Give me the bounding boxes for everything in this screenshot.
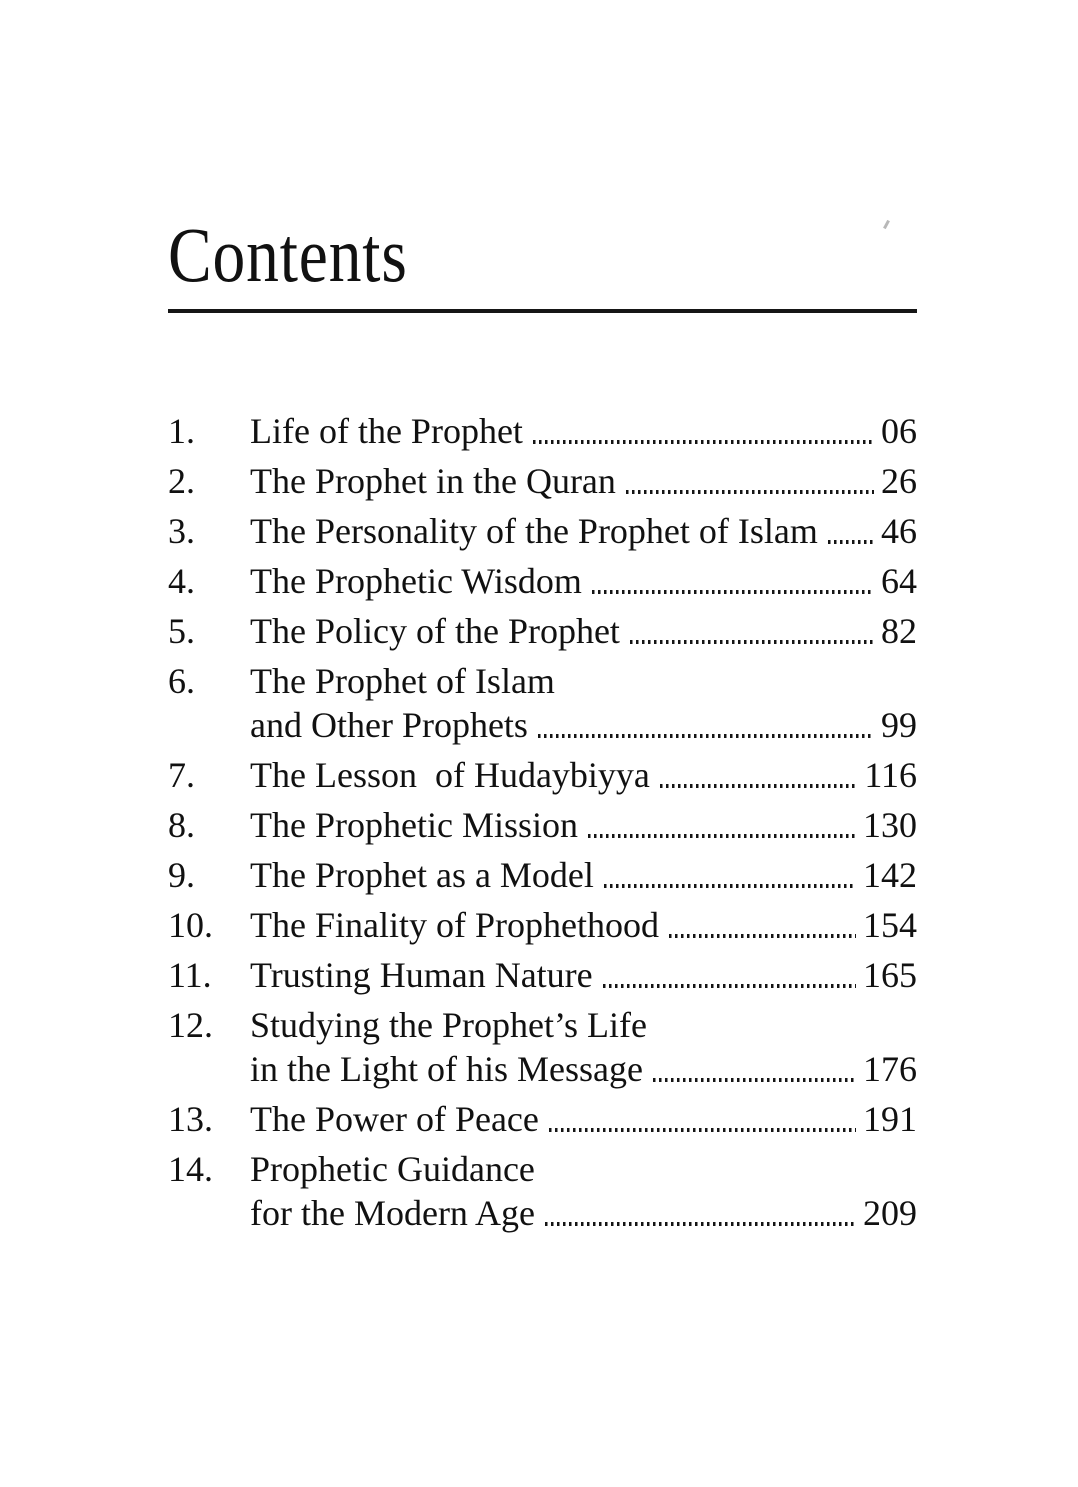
toc-entry-line: and Other Prophets <box>250 705 528 745</box>
toc-entry-lastline <box>250 703 917 747</box>
dot-leader <box>653 1078 856 1082</box>
dot-leader <box>549 1128 856 1132</box>
toc-entry-page: 82 <box>881 611 917 651</box>
toc-entry-number: 7. <box>168 755 195 795</box>
toc-entry-lastline <box>250 1047 917 1091</box>
toc-entry-page: 46 <box>881 511 917 551</box>
toc-entry <box>168 953 917 997</box>
toc-entry-page: 165 <box>863 955 917 995</box>
dot-leader <box>828 540 874 544</box>
toc-entry-body <box>250 409 917 453</box>
toc-entry-body <box>250 953 917 997</box>
toc-entry-line: Life of the Prophet <box>250 411 523 451</box>
toc-entry-lastline <box>250 1097 917 1141</box>
toc-entry-number: 12. <box>168 1005 213 1045</box>
toc-entry-lastline <box>250 753 917 797</box>
toc-entry-body <box>250 459 917 503</box>
toc-entry-lastline <box>250 409 917 453</box>
toc-entry-lastline <box>250 609 917 653</box>
dot-leader <box>545 1222 856 1226</box>
toc-entry-number: 9. <box>168 855 195 895</box>
toc-entry-line: The Prophetic Wisdom <box>250 561 582 601</box>
toc-entry <box>168 459 917 503</box>
toc-entry <box>168 903 917 947</box>
toc-list <box>168 409 917 1235</box>
dot-leader <box>538 734 874 738</box>
toc-entry-body <box>250 803 917 847</box>
dot-leader <box>604 884 856 888</box>
toc-entry <box>168 409 917 453</box>
toc-entry-page: 64 <box>881 561 917 601</box>
dot-leader <box>660 784 857 788</box>
toc-entry-page: 26 <box>881 461 917 501</box>
toc-entry-body <box>250 609 917 653</box>
toc-entry-lastline <box>250 953 917 997</box>
dot-leader <box>626 490 874 494</box>
toc-entry-lastline <box>250 803 917 847</box>
toc-entry-page: 06 <box>881 411 917 451</box>
toc-entry-line: for the Modern Age <box>250 1193 535 1233</box>
toc-entry-lastline <box>250 853 917 897</box>
toc-entry-body <box>250 853 917 897</box>
toc-entry-number: 10. <box>168 905 213 945</box>
toc-entry-number: 8. <box>168 805 195 845</box>
toc-entry-line: The Prophetic Mission <box>250 805 578 845</box>
toc-entry-body <box>250 1147 917 1235</box>
toc-entry-page: 176 <box>863 1049 917 1089</box>
toc-entry-line: The Policy of the Prophet <box>250 611 620 651</box>
toc-entry-body <box>250 659 917 747</box>
toc-entry-page: 99 <box>881 705 917 745</box>
toc-entry-body <box>250 559 917 603</box>
toc-entry-page: 154 <box>863 905 917 945</box>
toc-entry-number: 1. <box>168 411 195 451</box>
toc-entry-lastline <box>250 1191 917 1235</box>
toc-entry-line: in the Light of his Message <box>250 1049 643 1089</box>
toc-entry-line: The Power of Peace <box>250 1099 539 1139</box>
toc-entry-lastline <box>250 459 917 503</box>
page-title: Contents <box>168 211 408 298</box>
toc-entry-body <box>250 509 917 553</box>
dot-leader <box>603 984 856 988</box>
toc-entry <box>168 609 917 653</box>
dot-leader <box>592 590 874 594</box>
toc-entry-lastline <box>250 903 917 947</box>
dot-leader <box>669 934 856 938</box>
dot-leader <box>588 834 856 838</box>
toc-entry-number: 2. <box>168 461 195 501</box>
toc-entry-page: 130 <box>863 805 917 845</box>
dot-leader <box>533 440 874 444</box>
toc-entry <box>168 753 917 797</box>
toc-entry <box>168 1147 917 1235</box>
toc-entry-number: 4. <box>168 561 195 601</box>
toc-entry <box>168 803 917 847</box>
toc-entry-line: Prophetic Guidance <box>250 1149 535 1189</box>
toc-entry-line: The Finality of Prophethood <box>250 905 659 945</box>
toc-entry-number: 3. <box>168 511 195 551</box>
toc-entry-body <box>250 903 917 947</box>
toc-entry-line: Trusting Human Nature <box>250 955 593 995</box>
toc-entry-number: 14. <box>168 1149 213 1189</box>
toc-entry-number: 11. <box>168 955 212 995</box>
toc-entry-number: 6. <box>168 661 195 701</box>
toc-entry <box>168 559 917 603</box>
dot-leader <box>630 640 874 644</box>
toc-entry-lastline <box>250 559 917 603</box>
toc-entry-number: 13. <box>168 1099 213 1139</box>
toc-entry-page: 209 <box>863 1193 917 1233</box>
title-rule <box>168 309 917 313</box>
toc-entry-line: The Prophet as a Model <box>250 855 594 895</box>
toc-entry-page: 191 <box>863 1099 917 1139</box>
toc-entry-page: 142 <box>863 855 917 895</box>
toc-entry-body <box>250 753 917 797</box>
toc-entry <box>168 1097 917 1141</box>
toc-entry-line: The Personality of the Prophet of Islam <box>250 511 818 551</box>
toc-entry-line: The Prophet in the Quran <box>250 461 616 501</box>
toc-entry-body <box>250 1097 917 1141</box>
toc-entry-line: The Prophet of Islam <box>250 661 555 701</box>
toc-entry-line: The Lesson of Hudaybiyya <box>250 755 650 795</box>
toc-entry-line: Studying the Prophet’s Life <box>250 1005 647 1045</box>
toc-entry <box>168 853 917 897</box>
toc-entry <box>168 1003 917 1091</box>
toc-entry-body <box>250 1003 917 1091</box>
toc-entry-number: 5. <box>168 611 195 651</box>
toc-entry <box>168 509 917 553</box>
toc-entry <box>168 659 917 747</box>
toc-entry-lastline <box>250 509 917 553</box>
toc-entry-page: 116 <box>864 755 917 795</box>
